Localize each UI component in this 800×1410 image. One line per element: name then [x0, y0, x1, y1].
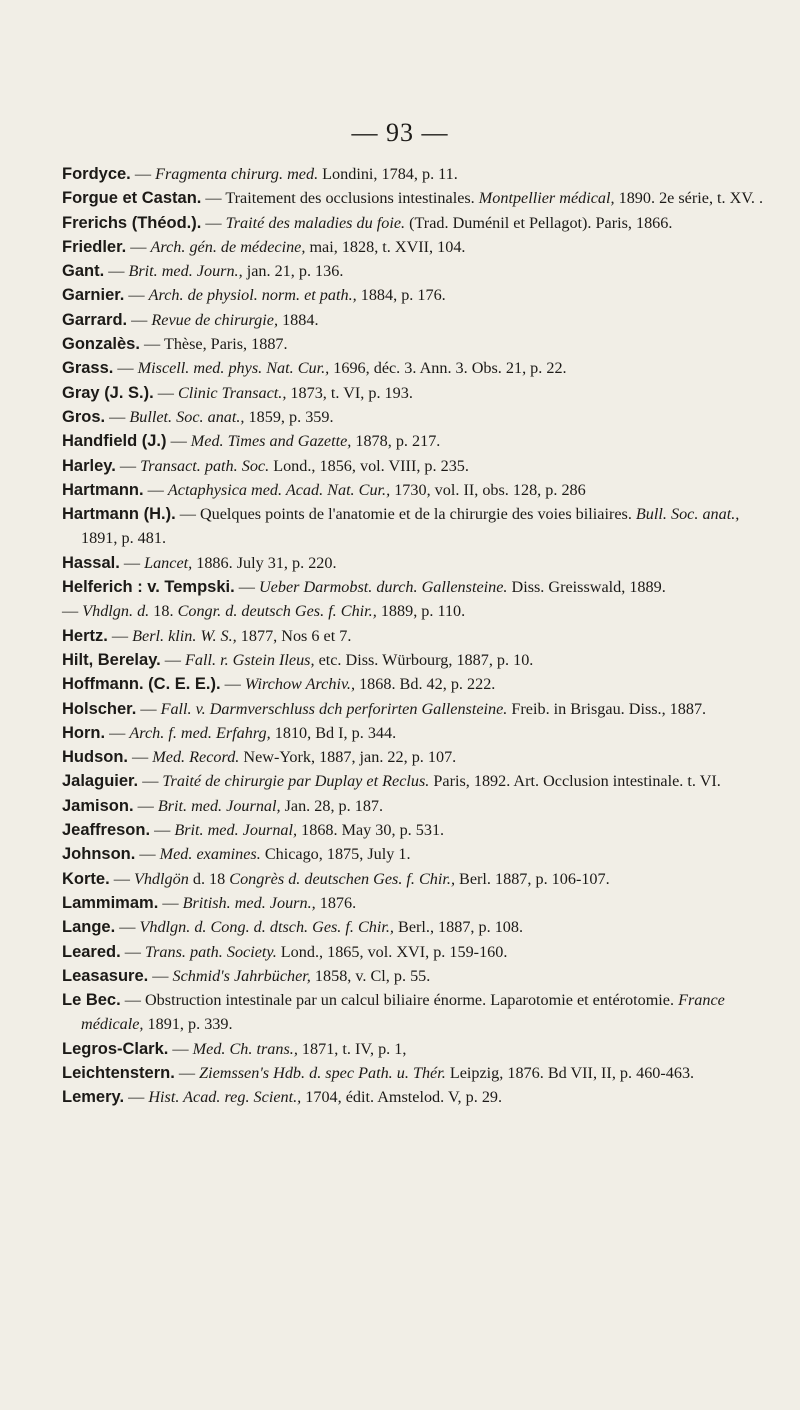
bibliography-entry [62, 624, 767, 648]
entry-text: — [109, 869, 134, 888]
entry-author: Legros-Clark. [62, 1039, 169, 1058]
entry-text: — [120, 942, 145, 961]
entry-text: 1891, p. 481. [81, 529, 166, 548]
entry-text: — [220, 675, 245, 694]
entry-text: — [128, 748, 153, 767]
entry-author: Jamison. [62, 796, 134, 815]
entry-text: etc. Diss. Würbourg, 1887, p. 10. [314, 650, 534, 669]
entry-text: — [153, 383, 178, 402]
entry-text: — [148, 966, 173, 985]
entry-title-italic: Arch. de physiol. norm. et path., [148, 286, 357, 305]
entry-title-italic: Brit. med. Journal, [157, 796, 281, 815]
entry-title-italic: Med. examines. [159, 845, 261, 864]
entry-text: — [234, 578, 259, 597]
entry-text: — [133, 796, 158, 815]
entry-author: Hartmann (H.). [62, 505, 176, 524]
entry-author: Horn. [62, 723, 106, 742]
entry-text: Lond., 1856, vol. VIII, p. 235. [269, 456, 469, 475]
entry-author: Gray (J. S.). [62, 383, 154, 402]
entry-title-italic: Bull. Soc. anat., [635, 505, 740, 524]
entry-text: — [115, 918, 140, 937]
entry-text: jan. 21, p. 136. [242, 262, 344, 281]
entry-author: Jalaguier. [62, 772, 139, 791]
entry-author: Hoffmann. (C. E. E.). [62, 675, 221, 694]
entry-text: — [130, 165, 156, 183]
entry-author: Lemery. [62, 1088, 125, 1107]
entry-author: Friedler. [62, 237, 127, 256]
entry-author: Hilt, Berelay. [62, 650, 161, 669]
bibliography-entry [62, 915, 767, 939]
bibliography-entry [62, 356, 767, 380]
bibliography-entry [62, 429, 767, 453]
entry-text: — [115, 456, 141, 475]
bibliography-entry [62, 672, 767, 696]
bibliography-entry [62, 648, 767, 672]
entry-text: — [158, 893, 183, 912]
entry-text: 1868. Bd. 42, p. 222. [355, 675, 496, 694]
entry-author: Lammimam. [62, 893, 159, 912]
entry-title-italic: Arch. gén. de médecine, [150, 237, 306, 256]
entry-text: — [201, 213, 226, 232]
entry-text: — [126, 237, 151, 256]
entry-text: 1878, p. 217. [351, 432, 441, 451]
entry-text: 1696, déc. 3. Ann. 3. Obs. 21, p. 22. [329, 359, 567, 378]
entry-author: Gant. [62, 262, 105, 281]
entry-author: Hassal. [62, 553, 120, 572]
bibliography-entry [62, 575, 767, 599]
entry-author: Hertz. [62, 626, 108, 645]
entry-title-italic: Ueber Darmobst. durch. Gallensteine. [258, 578, 508, 597]
bibliography-entry [62, 794, 767, 818]
entry-text: — Quelques points de l'anatomie et de la chirurgie des voies biliaires. [175, 505, 636, 524]
entry-title-italic: Wirchow Archiv., [244, 675, 356, 694]
entry-title-italic: Bullet. Soc. anat., [129, 407, 245, 426]
entry-title-italic: Traité de chirurgie par Duplay et Reclus. [162, 772, 430, 791]
bibliography-entry [62, 818, 767, 842]
entry-title-italic: France médicale, [81, 991, 725, 1034]
entry-text: 1730, vol. II, obs. 128, p. 286 [390, 480, 586, 499]
entry-title-italic: Berl. klin. W. S., [132, 626, 237, 645]
bibliography-entry [62, 769, 767, 793]
entry-title-italic: Brit. med. Journal, [174, 821, 298, 840]
entry-author: Korte. [62, 869, 110, 888]
entry-text: New-York, 1887, jan. 22, p. 107. [239, 748, 457, 767]
entry-author: Harley. [62, 456, 116, 475]
entry-title-italic: Brit. med. Journ., [128, 262, 243, 281]
entry-author: Grass. [62, 359, 114, 378]
entry-text: 1884, p. 176. [356, 286, 446, 305]
entry-text: 1891, p. 339. [143, 1015, 233, 1034]
entry-author: Leasasure. [62, 966, 149, 985]
entry-title-italic: Revue de chirurgie, [151, 310, 279, 329]
entry-text: Londini, 1784, p. 11. [318, 165, 458, 183]
entry-author: Gonzalès. [62, 335, 140, 354]
entry-title-italic: Montpellier médical, [478, 189, 615, 208]
entry-text: 1886. July 31, p. 220. [192, 553, 337, 572]
entry-title-italic: Arch. f. med. Erfahrg, [129, 723, 271, 742]
entry-title-italic: Vhdlgön [133, 869, 189, 888]
bibliography-entry [62, 988, 767, 1037]
entry-author: Garnier. [62, 286, 125, 305]
entry-text: — [138, 772, 163, 791]
bibliography-entry [62, 332, 767, 356]
entry-title-italic: Fall. r. Gstein Ileus, [185, 650, 315, 669]
bibliography-entry [62, 891, 767, 915]
bibliography-list [62, 162, 767, 1110]
entry-title-italic: Actaphysica med. Acad. Nat. Cur., [167, 480, 391, 499]
bibliography-entry [62, 162, 767, 186]
entry-text: Chicago, 1875, July 1. [260, 845, 411, 864]
entry-text: — Obstruction intestinale par un calcul biliaire énorme. Laparotomie et entérotomie. [120, 991, 679, 1010]
bibliography-entry [62, 551, 767, 575]
entry-text: 1884. [278, 310, 319, 329]
bibliography-entry [62, 502, 767, 551]
entry-title-italic: Med. Times and Gazette, [190, 432, 352, 451]
entry-title-italic: Ziemssen's Hdb. d. spec Path. u. Thér. [199, 1063, 446, 1082]
entry-title-italic: Miscell. med. phys. Nat. Cur., [137, 359, 330, 378]
entry-author: Gros. [62, 407, 106, 426]
entry-author: Leichtenstern. [62, 1063, 175, 1082]
entry-text: — [174, 1063, 200, 1082]
entry-text: (Trad. Duménil et Pellagot). Paris, 1866. [405, 213, 673, 232]
entry-author: Handfield (J.) [62, 432, 167, 451]
entry-title-italic: Trans. path. Society. [144, 942, 277, 961]
entry-text: Diss. Greisswald, 1889. [507, 578, 666, 597]
bibliography-entry [62, 1061, 767, 1085]
bibliography-entry [62, 259, 767, 283]
entry-text: — [105, 407, 130, 426]
entry-author: Johnson. [62, 845, 136, 864]
entry-text: Jan. 28, p. 187. [280, 796, 384, 815]
entry-title-italic: Traité des maladies du foie. [225, 213, 406, 232]
entry-title-italic: Hist. Acad. reg. Scient., [148, 1088, 302, 1107]
entry-text: — [160, 650, 186, 669]
entry-text: 1877, Nos 6 et 7. [236, 626, 352, 645]
entry-author: Hudson. [62, 748, 128, 767]
entry-text: 18. [149, 602, 178, 621]
entry-title-italic: Fall. v. Darmverschluss dch perforirten Gallensteine. [160, 699, 508, 718]
bibliography-entry [62, 867, 767, 891]
entry-text: — [62, 602, 83, 621]
entry-text: — [150, 821, 175, 840]
entry-text: 1704, édit. Amstelod. V, p. 29. [301, 1088, 503, 1107]
bibliography-entry [62, 283, 767, 307]
bibliography-entry [62, 186, 767, 210]
entry-text: — [124, 1088, 149, 1107]
bibliography-entry [62, 721, 767, 745]
entry-text: 1873, t. VI, p. 193. [286, 383, 413, 402]
entry-title-italic: Fragmenta chirurg. med. [155, 165, 319, 183]
bibliography-entry [62, 308, 767, 332]
entry-text: Berl. 1887, p. 106-107. [455, 869, 610, 888]
entry-text: Freib. in Brisgau. Diss., 1887. [507, 699, 707, 718]
bibliography-entry [62, 235, 767, 259]
entry-title-italic: Transact. path. Soc. [140, 456, 270, 475]
entry-text: — [113, 359, 138, 378]
entry-text: — Traitement des occlusions intestinales. [201, 189, 479, 208]
entry-text: — [107, 626, 133, 645]
entry-text: — [168, 1039, 193, 1058]
entry-text: 1871, t. IV, p. 1, [297, 1039, 407, 1058]
bibliography-entry [62, 405, 767, 429]
entry-text: — [104, 262, 129, 281]
entry-author: Le Bec. [62, 991, 121, 1010]
entry-text: — [135, 845, 160, 864]
entry-text: 1810, Bd I, p. 344. [270, 723, 397, 742]
entry-title-italic: Congr. d. deutsch Ges. f. Chir., [177, 602, 377, 621]
entry-author: Leared. [62, 942, 121, 961]
bibliography-entry [62, 964, 767, 988]
entry-author: Holscher. [62, 699, 137, 718]
entry-author: Jeaffreson. [62, 821, 151, 840]
entry-text: 1889, p. 110. [376, 602, 466, 621]
bibliography-entry [62, 1037, 767, 1061]
bibliography-entry [62, 599, 767, 623]
entry-title-italic: Schmid's Jahrbücher, [172, 966, 311, 985]
bibliography-entry [62, 940, 767, 964]
bibliography-entry [62, 211, 767, 235]
entry-text: — [119, 553, 145, 572]
entry-author: Hartmann. [62, 480, 144, 499]
bibliography-entry [62, 697, 767, 721]
entry-text: — Thèse, Paris, 1887. [139, 335, 288, 354]
bibliography-entry [62, 381, 767, 405]
entry-author: Lange. [62, 918, 116, 937]
entry-text: — [143, 480, 168, 499]
entry-author: Helferich : v. Tempski. [62, 578, 235, 597]
entry-author: Fordyce. [62, 165, 131, 183]
entry-title-italic: Clinic Transact., [177, 383, 287, 402]
entry-text: 1859, p. 359. [244, 407, 334, 426]
entry-text: — [136, 699, 161, 718]
entry-text: 1858, v. Cl, p. 55. [310, 966, 431, 985]
entry-author: Forgue et Castan. [62, 189, 202, 208]
bibliography-entry [62, 454, 767, 478]
entry-text: mai, 1828, t. XVII, 104. [305, 237, 466, 256]
entry-title-italic: Med. Record. [152, 748, 240, 767]
entry-title-italic: Vhdlgn. d. Cong. d. dtsch. Ges. f. Chir., [139, 918, 394, 937]
entry-text: 1868. May 30, p. 531. [297, 821, 445, 840]
entry-text: — [127, 310, 152, 329]
entry-text: Lond., 1865, vol. XVI, p. 159-160. [276, 942, 508, 961]
entry-text: — [124, 286, 149, 305]
entry-text: — [166, 432, 191, 451]
bibliography-entry [62, 1085, 767, 1109]
entry-title-italic: Lancet, [144, 553, 193, 572]
entry-text: Paris, 1892. Art. Occlusion intestinale. t. VI. [429, 772, 721, 791]
entry-text: d. 18 [188, 869, 230, 888]
entry-title-italic: British. med. Journ., [182, 893, 316, 912]
bibliography-entry [62, 745, 767, 769]
entry-text: 1876. [315, 893, 357, 912]
entry-text: Berl., 1887, p. 108. [393, 918, 524, 937]
entry-title-italic: Vhdlgn. d. [82, 602, 150, 621]
bibliography-entry [62, 842, 767, 866]
entry-text: Leipzig, 1876. Bd VII, II, p. 460-463. [445, 1063, 695, 1082]
entry-author: Frerichs (Théod.). [62, 213, 202, 232]
entry-text: 1890. 2e série, t. XV. . [614, 189, 764, 208]
page-number: — 93 — [351, 118, 449, 147]
entry-author: Garrard. [62, 310, 128, 329]
bibliography-entry [62, 478, 767, 502]
entry-title-italic: Congrès d. deutschen Ges. f. Chir., [229, 869, 455, 888]
entry-title-italic: Med. Ch. trans., [192, 1039, 298, 1058]
entry-text: — [105, 723, 130, 742]
